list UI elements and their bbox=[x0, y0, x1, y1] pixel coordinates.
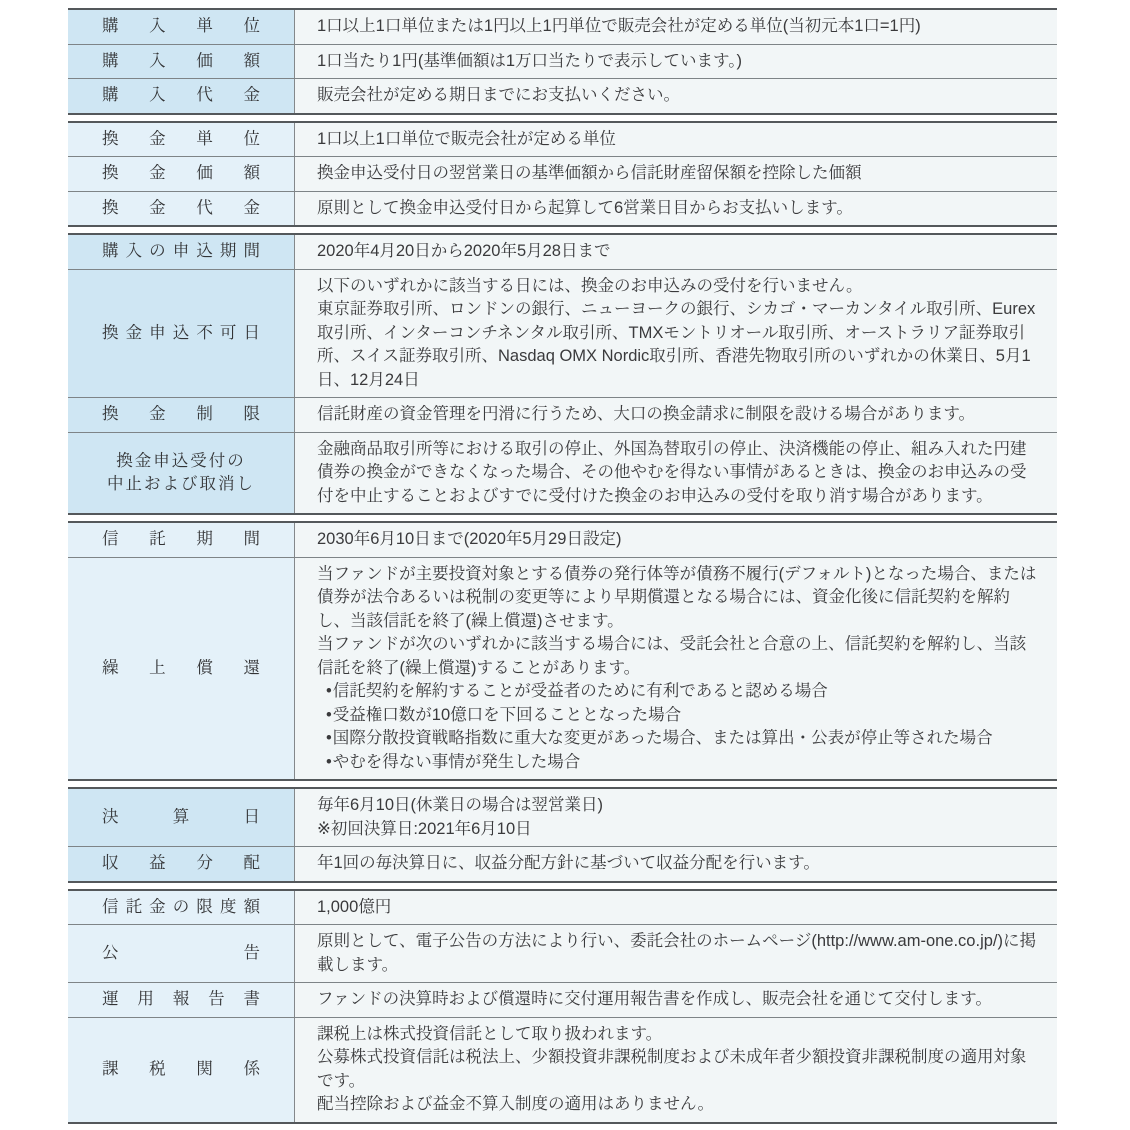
row-label-cell bbox=[68, 789, 295, 846]
row-label: 換金価額 bbox=[102, 164, 260, 183]
row-label-cell bbox=[68, 192, 295, 226]
row-content-cell bbox=[295, 192, 1057, 226]
row-content-cell bbox=[295, 123, 1057, 157]
content-paragraph: 金融商品取引所等における取引の停止、外国為替取引の停止、決済機能の停止、組み入れた円建債券の換金ができなくなった場合、その他やむを得ない事情があるときは、換金のお申込みの受付を中止することおよびすでに受付けた換金のお申込みの受付を取り消す場合があります。 bbox=[317, 439, 1027, 505]
row-label-cell bbox=[68, 157, 295, 191]
bullet-icon: • bbox=[326, 705, 332, 724]
row-content-cell bbox=[295, 235, 1057, 269]
bullet-text: 受益権口数が10億口を下回ることとなった場合 bbox=[332, 705, 682, 724]
table-row bbox=[68, 10, 1057, 44]
bullet-icon: • bbox=[326, 682, 332, 700]
row-label: 換金制限 bbox=[102, 405, 260, 424]
row-label-cell bbox=[68, 79, 295, 113]
row-label-cell bbox=[68, 433, 295, 514]
row-label: 換金代金 bbox=[102, 198, 260, 217]
row-label: 公告 bbox=[102, 944, 260, 962]
row-label-cell bbox=[68, 10, 295, 44]
content-paragraph: 1口以上1口単位または1円以上1円単位で販売会社が定める単位(当初元本1口=1円) bbox=[317, 17, 921, 35]
table-group bbox=[68, 121, 1057, 228]
table-row bbox=[68, 235, 1057, 269]
fund-terms-table bbox=[68, 8, 1057, 1124]
row-label: 収益分配 bbox=[102, 854, 260, 873]
row-content-cell bbox=[295, 1018, 1057, 1122]
table-group bbox=[68, 521, 1057, 781]
table-row bbox=[68, 982, 1057, 1017]
row-content-cell bbox=[295, 398, 1057, 432]
row-label: 換金単位 bbox=[102, 129, 260, 148]
row-label: 購入代金 bbox=[102, 86, 260, 105]
content-paragraph: ※初回決算日:2021年6月10日 bbox=[317, 819, 532, 838]
row-content-cell bbox=[295, 891, 1057, 925]
row-label bbox=[68, 450, 294, 496]
content-paragraph: ファンドの決算時および償還時に交付運用報告書を作成し、販売会社を通じて交付します。 bbox=[317, 990, 992, 1008]
content-paragraph: 毎年6月10日(休業日の場合は翌営業日) bbox=[317, 796, 604, 814]
row-label-cell bbox=[68, 398, 295, 432]
row-label: 運用報告書 bbox=[102, 990, 260, 1009]
content-paragraph: 2030年6月10日まで(2020年5月29日設定) bbox=[317, 530, 622, 548]
content-paragraph: 当ファンドが次のいずれかに該当する場合には、受託会社と合意の上、信託契約を解約し、当該信託を終了(繰上償還)することがあります。 bbox=[317, 635, 1027, 677]
table-row bbox=[68, 191, 1057, 226]
row-label-cell bbox=[68, 558, 295, 780]
table-group bbox=[68, 8, 1057, 115]
table-row bbox=[68, 397, 1057, 432]
row-label-cell bbox=[68, 270, 295, 398]
table-row bbox=[68, 156, 1057, 191]
bullet-icon: • bbox=[326, 752, 332, 771]
content-paragraph: 2020年4月20日から2020年5月28日まで bbox=[317, 242, 611, 260]
content-paragraph: 原則として換金申込受付日から起算して6営業日目からお支払いします。 bbox=[317, 198, 853, 217]
row-label: 決算日 bbox=[102, 808, 260, 826]
table-row bbox=[68, 123, 1057, 157]
row-content-cell bbox=[295, 847, 1057, 881]
table-row bbox=[68, 44, 1057, 79]
content-paragraph: 公募株式投資信託は税法上、少額投資非課税制度および未成年者少額投資非課税制度の適用対象です。 bbox=[317, 1048, 1027, 1090]
row-content-cell bbox=[295, 789, 1057, 846]
row-label-cell bbox=[68, 235, 295, 269]
table-group bbox=[68, 233, 1057, 515]
content-paragraph: 販売会社が定める期日までにお支払いください。 bbox=[317, 86, 680, 104]
content-bullet-item bbox=[317, 680, 1039, 704]
content-paragraph: 信託財産の資金管理を円滑に行うため、大口の換金請求に制限を設ける場合があります。 bbox=[317, 405, 976, 423]
row-content-cell bbox=[295, 925, 1057, 982]
content-paragraph: 課税上は株式投資信託として取り扱われます。 bbox=[317, 1024, 663, 1043]
row-label-cell bbox=[68, 523, 295, 557]
table-row bbox=[68, 891, 1057, 925]
row-label-cell bbox=[68, 1018, 295, 1122]
row-label: 信託期間 bbox=[102, 530, 260, 549]
bullet-text: 信託契約を解約することが受益者のために有利であると認める場合 bbox=[332, 682, 828, 700]
row-label: 購入価額 bbox=[102, 51, 260, 70]
row-label-cell bbox=[68, 925, 295, 982]
row-content-cell bbox=[295, 523, 1057, 557]
row-content-cell bbox=[295, 558, 1057, 780]
row-label: 購入の申込期間 bbox=[102, 242, 260, 261]
content-paragraph: 換金申込受付日の翌営業日の基準価額から信託財産留保額を控除した価額 bbox=[317, 164, 862, 182]
row-label: 課税関係 bbox=[102, 1060, 260, 1078]
table-group bbox=[68, 787, 1057, 883]
bullet-icon: • bbox=[326, 729, 332, 747]
table-row bbox=[68, 269, 1057, 398]
content-paragraph: 1口以上1口単位で販売会社が定める単位 bbox=[317, 129, 616, 148]
content-paragraph: 以下のいずれかに該当する日には、換金のお申込みの受付を行いません。 bbox=[317, 276, 863, 295]
row-label: 繰上償還 bbox=[102, 658, 260, 677]
content-paragraph: 1,000億円 bbox=[317, 897, 392, 916]
row-content-cell bbox=[295, 270, 1057, 398]
row-label: 換金申込不可日 bbox=[102, 323, 260, 342]
row-label-cell bbox=[68, 45, 295, 79]
row-content-cell bbox=[295, 157, 1057, 191]
table-row bbox=[68, 557, 1057, 780]
table-row bbox=[68, 846, 1057, 881]
content-paragraph: 年1回の毎決算日に、収益分配方針に基づいて収益分配を行います。 bbox=[317, 854, 820, 872]
bullet-text: やむを得ない事情が発生した場合 bbox=[332, 752, 581, 771]
table-row bbox=[68, 924, 1057, 982]
content-bullet-item bbox=[317, 727, 1039, 751]
table-row bbox=[68, 1017, 1057, 1122]
row-label-line: 換金申込受付の bbox=[116, 451, 246, 470]
table-row bbox=[68, 789, 1057, 846]
row-label-cell bbox=[68, 123, 295, 157]
row-label: 信託金の限度額 bbox=[102, 897, 260, 916]
row-content-cell bbox=[295, 983, 1057, 1017]
content-paragraph: 配当控除および益金不算入制度の適用はありません。 bbox=[317, 1095, 714, 1113]
content-paragraph: 当ファンドが主要投資対象とする債券の発行体等が債務不履行(デフォルト)となった場合、または債券が法令あるいは税制の変更等により早期償還となる場合には、資金化後に信託契約を解約し、当該信託を終了(繰上償還)させます。 bbox=[317, 564, 1037, 630]
bullet-text: 国際分散投資戦略指数に重大な変更があった場合、または算出・公表が停止等された場合 bbox=[332, 729, 993, 747]
row-label: 購入単位 bbox=[102, 17, 260, 36]
row-label-line: 中止および取消し bbox=[107, 474, 255, 493]
row-content-cell bbox=[295, 45, 1057, 79]
row-content-cell bbox=[295, 79, 1057, 113]
table-row bbox=[68, 432, 1057, 514]
row-content-cell bbox=[295, 433, 1057, 514]
content-bullet-item bbox=[317, 751, 1039, 775]
table-row bbox=[68, 78, 1057, 113]
row-label-cell bbox=[68, 891, 295, 925]
table-group bbox=[68, 889, 1057, 1124]
table-row bbox=[68, 523, 1057, 557]
row-content-cell bbox=[295, 10, 1057, 44]
content-paragraph: 1口当たり1円(基準価額は1万口当たりで表示しています。) bbox=[317, 51, 742, 70]
content-paragraph: 原則として、電子公告の方法により行い、委託会社のホームページ(http://www.am-one.co.jp/)に掲載します。 bbox=[317, 932, 1036, 974]
row-label-cell bbox=[68, 847, 295, 881]
row-label-cell bbox=[68, 983, 295, 1017]
content-bullet-item bbox=[317, 704, 1039, 728]
content-paragraph: 東京証券取引所、ロンドンの銀行、ニューヨークの銀行、シカゴ・マーカンタイル取引所、Eurex取引所、インターコンチネンタル取引所、TMXモントリオール取引所、オーストラリア証券取引所、スイス証券取引所、Nasdaq OMX Nordic取引所、香港先物取引所のいずれかの休業日、5月1日、12月24日 bbox=[317, 300, 1036, 389]
